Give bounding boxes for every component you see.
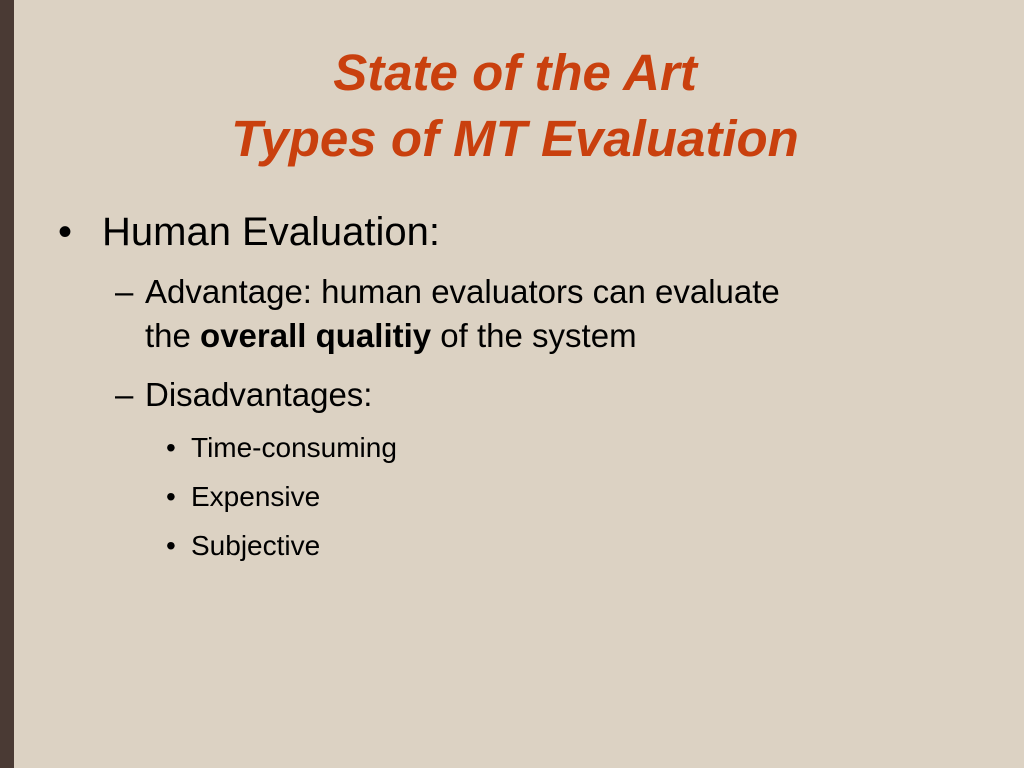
slide-title-line-2: Types of MT Evaluation: [231, 110, 799, 167]
dash-marker: –: [115, 376, 134, 413]
sub-sub-bullet-label: Subjective: [191, 530, 321, 561]
continuation-prefix: the: [145, 317, 201, 354]
slide-title-line-1: State of the Art: [333, 44, 697, 101]
bullet-marker: •: [166, 530, 176, 561]
bullet-label: Human Evaluation:: [102, 210, 440, 254]
sub-bullet-label: Disadvantages:: [145, 376, 373, 413]
continuation-suffix: of the system: [431, 317, 637, 354]
bullet-marker: •: [166, 481, 176, 512]
bullet-marker: •: [58, 210, 73, 254]
sub-sub-bullet-label: Expensive: [191, 481, 321, 512]
dash-marker: –: [115, 273, 134, 310]
sub-sub-bullet-label: Time-consuming: [191, 432, 397, 463]
sub-bullet-label: Advantage: human evaluators can evaluate: [145, 273, 780, 310]
bullet-marker: •: [166, 432, 176, 463]
sub-bullet-continuation: [145, 314, 637, 358]
emphasis-text: overall qualitiy: [200, 317, 432, 354]
